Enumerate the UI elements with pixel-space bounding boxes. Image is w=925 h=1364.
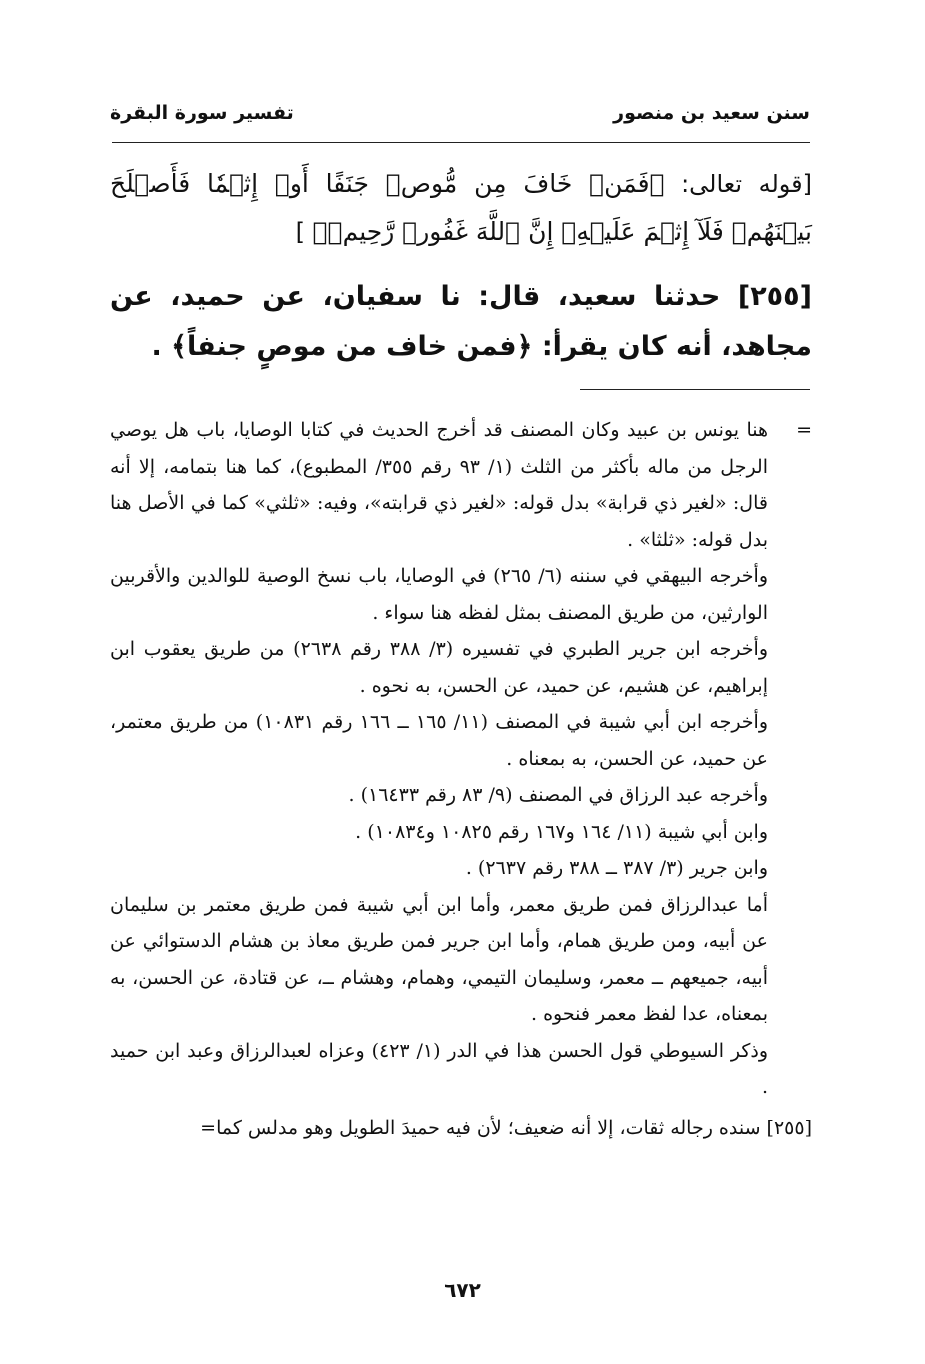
footnote-continuation <box>110 412 812 558</box>
footnote-paragraph: هنا يونس بن عبيد وكان المصنف قد أخرج الحديث في كتابا الوصايا، باب هل يوصي الرجل من ماله بأكثر من الثلث (١/ ٩٣ رقم ٣٥٥/ المطبوع)، كما هنا بتمامه، إلا أنه قال: «لغير ذي قرابة» بدل قوله: «لغير ذي قرابته»، وفيه: «ثلثي» كما في الأصل هنا بدل قوله: «ثلثا» . <box>110 419 768 551</box>
footnote-paragraph: وأخرجه ابن أبي شيبة في المصنف (١١/ ١٦٥ ــ ١٦٦ رقم ١٠٨٣١) من طريق معتمر، عن حميد، عن الحسن، به بمعناه . <box>110 711 768 770</box>
footnote-255: [٢٥٥] سنده رجاله ثقات، إلا أنه ضعيف؛ لأن فيه حميدَ الطويل وهو مدلس كما= <box>200 1116 812 1139</box>
verse-prefix: [قوله تعالى: <box>664 170 812 198</box>
footnote-paragraph: وأخرجه البيهقي في سننه (٦/ ٢٦٥) في الوصايا، باب نسخ الوصية للوالدين والأقربين الوارثين، من طريق المصنف بمثل لفظه هنا سواء . <box>110 565 769 624</box>
book-title: سنن سعيد بن منصور <box>613 102 810 124</box>
footnote-paragraph: وابن أبي شيبة (١١/ ١٦٤ و١٦٧ رقم ١٠٨٢٥ و١٠٨٣٤) . <box>355 820 768 843</box>
footnotes <box>110 412 812 1146</box>
quran-verse: ﴿فَمَنۡ خَافَ مِن مُّوصٖ جَنَفًا أَوۡ إِثۡمٗا فَأَصۡلَحَ بَيۡنَهُمۡ فَلَآ إِثۡمَ عَلَيۡهِۚ إِنَّ ٱللَّهَ غَفُورٞ رَّحِيمٞ﴾ <box>110 169 812 246</box>
footnote-paragraph: أما عبدالرزاق فمن طريق معمر، وأما ابن أبي شيبة فمن طريق معتمر بن سليمان عن أبيه، ومن طريق همام، وأما ابن جرير فمن طريق معاذ بن هشام الدستوائي عن أبيه، جميعهم ــ معمر، وسليمان التيمي، وهمام، وهشام ــ، عن قتادة، عن الحسن، به بمعناه، عدا لفظ معمر فنحوه . <box>110 893 768 1025</box>
footnote-paragraph: وابن جرير (٣/ ٣٨٧ ــ ٣٨٨ رقم ٢٦٣٧) . <box>465 857 768 879</box>
running-header <box>110 102 810 132</box>
hadith-text: [٢٥٥] حدثنا سعيد، قال: نا سفيان، عن حميد، عن مجاهد، أنه كان يقرأ: ﴿فمن خاف من موصٍ جنفاً﴾ . <box>110 281 812 362</box>
page-number: ٦٧٢ <box>444 1278 481 1302</box>
verse-suffix: ] <box>295 218 313 246</box>
footnote-paragraph: وأخرجه عبد الرزاق في المصنف (٩/ ٨٣ رقم ١٦٤٣٣) . <box>348 784 768 806</box>
verse-heading <box>110 160 812 256</box>
footnote-paragraph: وأخرجه ابن جرير الطبري في تفسيره (٣/ ٣٨٨ رقم ٢٦٣٨) من طريق يعقوب ابن إبراهيم، عن هشيم، عن حميد، عن الحسن، به نحوه . <box>110 638 768 697</box>
footnote-paragraph: وذكر السيوطي قول الحسن هذا في الدر (١/ ٤٢٣) وعزاه لعبدالرزاق وعبد ابن حميد . <box>110 1039 768 1098</box>
continuation-marker: = <box>796 419 812 441</box>
footnote-divider <box>580 389 810 390</box>
section-title: تفسير سورة البقرة <box>110 102 294 124</box>
header-divider <box>112 142 810 143</box>
